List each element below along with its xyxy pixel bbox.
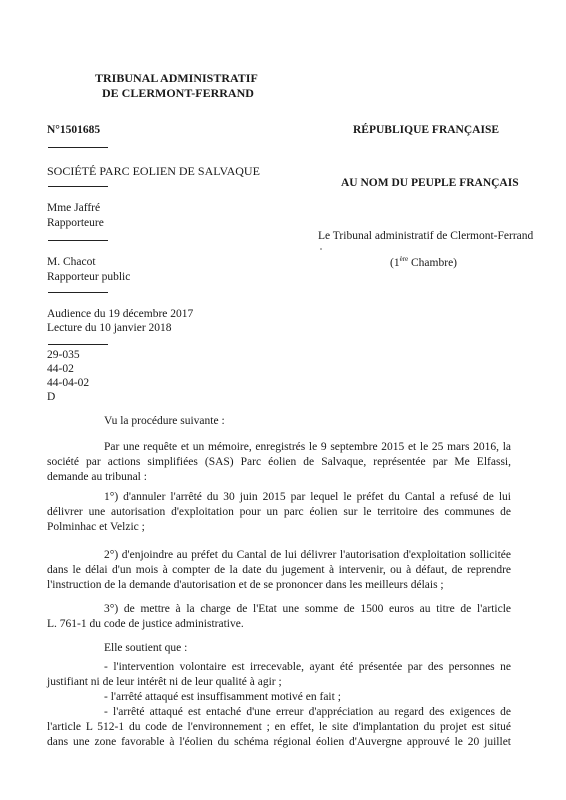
text-line: dans une zone favorable à l'éolien du schéma régional éolien d'Auvergne approuvé le 20 juillet bbox=[47, 736, 511, 748]
paragraph-costs bbox=[47, 602, 511, 632]
company-name: SOCIÉTÉ PARC EOLIEN DE SALVAQUE bbox=[47, 164, 260, 178]
divider bbox=[48, 292, 108, 293]
rapporteur-name: Mme Jaffré bbox=[47, 202, 101, 214]
reading-date: Lecture du 10 janvier 2018 bbox=[47, 322, 172, 334]
divider bbox=[48, 344, 108, 345]
text-line: demande au tribunal : bbox=[47, 471, 147, 483]
classification-code: D bbox=[47, 391, 56, 403]
tribunal-line: Le Tribunal administratif de Clermont-Ferrand bbox=[318, 230, 534, 242]
scan-speck bbox=[320, 248, 322, 250]
paragraph-annul bbox=[47, 490, 511, 535]
court-name-line1: TRIBUNAL ADMINISTRATIF bbox=[95, 71, 258, 85]
text-line: 3°) de mettre à la charge de l'Etat une somme de 1500 euros au titre de l'article bbox=[104, 603, 511, 615]
text-line: - l'intervention volontaire est irrecevable, ayant été présentée par des personnes ne bbox=[104, 661, 511, 673]
public-rapporteur-role: Rapporteur public bbox=[47, 271, 131, 283]
paragraph-injunction bbox=[47, 548, 511, 593]
hearing-date: Audience du 19 décembre 2017 bbox=[47, 308, 194, 320]
text-line: - l'arrêté attaqué est entaché d'une erreur d'appréciation au regard des exigences de bbox=[104, 706, 511, 718]
classification-code: 44-04-02 bbox=[47, 377, 90, 389]
chamber-close: Chambre) bbox=[408, 257, 457, 269]
text-line: dans le délai d'un mois à compter de la date du jugement à intervenir, ou à défaut, de reprendre bbox=[47, 564, 511, 576]
chamber-open: (1 bbox=[390, 257, 400, 269]
text-line: 2°) d'enjoindre au préfet du Cantal de lui délivrer l'autorisation d'exploitation sollicitée bbox=[104, 549, 511, 561]
argument-1 bbox=[47, 660, 511, 690]
text-line: Par une requête et un mémoire, enregistrés le 9 septembre 2015 et le 25 mars 2016, la bbox=[104, 441, 511, 453]
text-line: 1°) d'annuler l'arrêté du 30 juin 2015 par lequel le préfet du Cantal a refusé de lui bbox=[104, 491, 511, 503]
case-number: N°1501685 bbox=[47, 124, 101, 136]
text-line: justifiant ni de leur intérêt ni de leur qualité à agir ; bbox=[47, 676, 282, 688]
argument-2 bbox=[47, 690, 511, 705]
chamber-line bbox=[390, 255, 457, 270]
claims-intro: Elle soutient que : bbox=[104, 642, 188, 654]
text-line: - l'arrêté attaqué est insuffisamment motivé en fait ; bbox=[104, 691, 341, 703]
text-line: l'instruction de la demande d'autorisation et de se prononcer dans les meilleurs délais ; bbox=[47, 579, 444, 591]
procedure-intro: Vu la procédure suivante : bbox=[104, 415, 225, 427]
rapporteur-role: Rapporteure bbox=[47, 217, 104, 229]
text-line: société par actions simplifiées (SAS) Parc éolien de Salvaque, représentée par Me Elfassi, bbox=[47, 456, 511, 468]
classification-code: 29-035 bbox=[47, 349, 80, 361]
text-line: délivrer une autorisation d'exploitation pour un parc éolien sur le territoire des communes de bbox=[47, 506, 511, 518]
people-heading: AU NOM DU PEUPLE FRANÇAIS bbox=[341, 177, 519, 189]
divider bbox=[48, 240, 108, 241]
public-rapporteur-name: M. Chacot bbox=[47, 256, 96, 268]
chamber-sup: ère bbox=[399, 255, 409, 264]
text-line: l'article L 512-1 du code de l'environnement ; en effet, le site d'implantation du projet est situé bbox=[47, 721, 511, 733]
divider bbox=[48, 186, 108, 187]
court-name-line2: DE CLERMONT-FERRAND bbox=[102, 86, 254, 100]
text-line: L. 761-1 du code de justice administrative. bbox=[47, 618, 244, 630]
divider bbox=[48, 147, 108, 148]
republic-heading: RÉPUBLIQUE FRANÇAISE bbox=[353, 124, 500, 136]
text-line: Polminhac et Velzic ; bbox=[47, 521, 145, 533]
classification-code: 44-02 bbox=[47, 363, 74, 375]
argument-3 bbox=[47, 705, 511, 750]
paragraph-request bbox=[47, 440, 511, 485]
